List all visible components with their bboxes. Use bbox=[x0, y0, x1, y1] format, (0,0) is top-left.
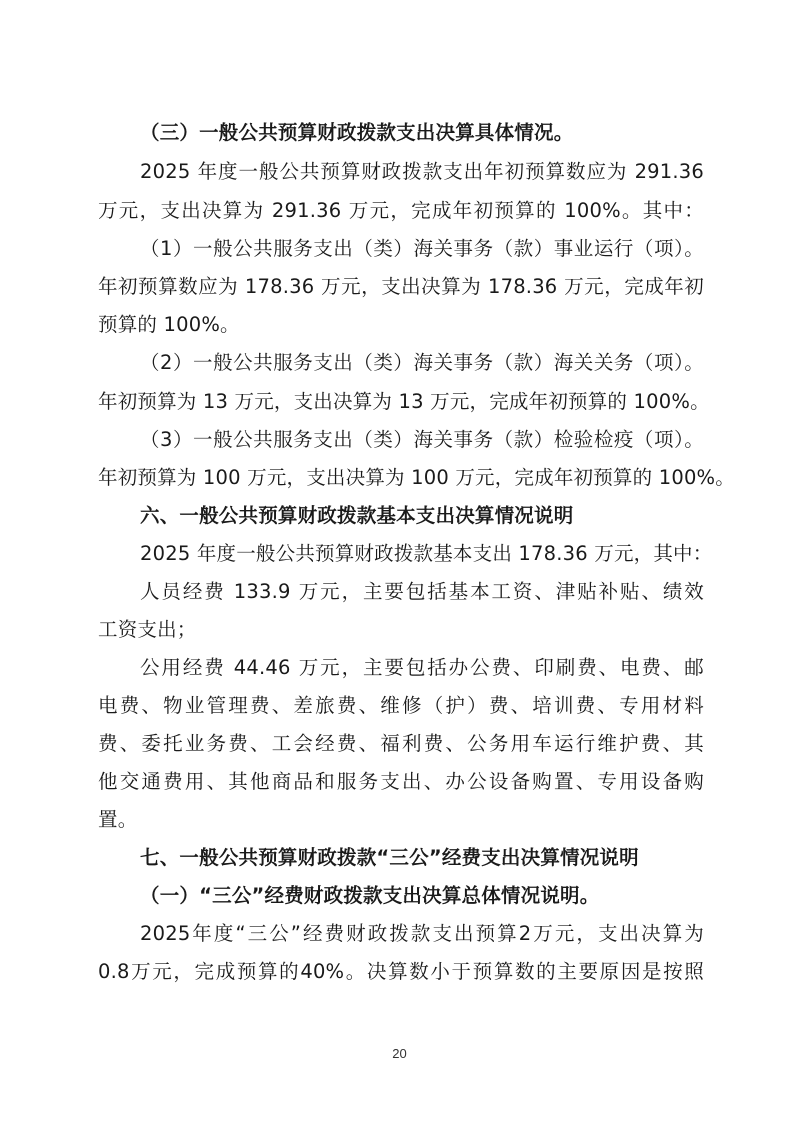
paragraph-line: 置。 bbox=[98, 808, 138, 831]
paragraph-line: 电费、物业管理费、差旅费、维修（护）费、培训费、专用材料 bbox=[98, 694, 704, 717]
paragraph-line: 预算的 100%。 bbox=[98, 313, 240, 336]
paragraph-line: （2）一般公共服务支出（类）海关事务（款）海关关务（项）。 bbox=[140, 351, 704, 374]
section-heading-7: 七、一般公共预算财政拨款“三公”经费支出决算情况说明 bbox=[140, 846, 639, 869]
paragraph-line: 0.8万元，完成预算的40%。决算数小于预算数的主要原因是按照 bbox=[98, 960, 704, 983]
paragraph-line: 公用经费 44.46 万元，主要包括办公费、印刷费、电费、邮 bbox=[140, 656, 704, 679]
paragraph-line: 年初预算为 13 万元，支出决算为 13 万元，完成年初预算的 100%。 bbox=[98, 390, 710, 413]
paragraph-line: 年初预算数应为 178.36 万元，支出决算为 178.36 万元，完成年初 bbox=[98, 275, 704, 298]
paragraph-line: 他交通费用、其他商品和服务支出、办公设备购置、专用设备购 bbox=[98, 770, 704, 793]
paragraph-line: （3）一般公共服务支出（类）海关事务（款）检验检疫（项）。 bbox=[140, 428, 704, 451]
paragraph-line: 费、委托业务费、工会经费、福利费、公务用车运行维护费、其 bbox=[98, 732, 704, 755]
paragraph-line: 工资支出； bbox=[98, 618, 197, 641]
paragraph-line: 2025年度“三公”经费财政拨款支出预算2万元，支出决算为 bbox=[140, 922, 704, 945]
page-number: 20 bbox=[392, 1046, 407, 1061]
paragraph-line: （1）一般公共服务支出（类）海关事务（款）事业运行（项）。 bbox=[140, 237, 704, 260]
section-heading-3: （三）一般公共预算财政拨款支出决算具体情况。 bbox=[140, 121, 574, 144]
paragraph-line: 2025 年度一般公共预算财政拨款基本支出 178.36 万元，其中： bbox=[140, 542, 713, 565]
subsection-heading-1: （一）“三公”经费财政拨款支出决算总体情况说明。 bbox=[140, 884, 600, 907]
paragraph-line: 2025 年度一般公共预算财政拨款支出年初预算数应为 291.36 bbox=[140, 160, 704, 183]
paragraph-line: 万元，支出决算为 291.36 万元，完成年初预算的 100%。其中： bbox=[98, 199, 704, 222]
paragraph-line: 年初预算为 100 万元，支出决算为 100 万元，完成年初预算的 100%。 bbox=[98, 466, 735, 489]
paragraph-line: 人员经费 133.9 万元，主要包括基本工资、津贴补贴、绩效 bbox=[140, 580, 704, 603]
section-heading-6: 六、一般公共预算财政拨款基本支出决算情况说明 bbox=[140, 504, 574, 527]
